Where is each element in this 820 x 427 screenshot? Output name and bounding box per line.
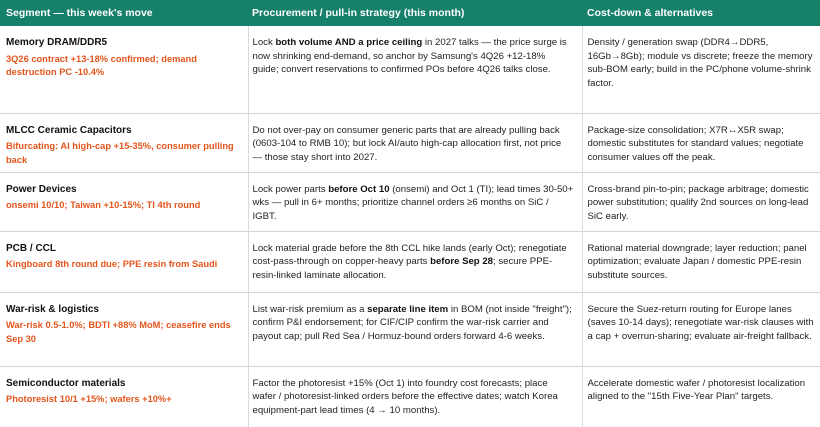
emphasis-text: before Oct 10 [328,183,390,195]
procurement-text: in 2027 talks — the price surge is now shrinking end-demand, so anchor by Samsung's 4Q26 +12-18% guide; convert reservations to confirmed POs before 4Q26 talks close. [252,37,567,75]
cost-cell: Package-size consolidation; X7R↔X5R swap; domestic substitutes for standard values; negotiate consumer values off the peak. [582,113,820,172]
segment-cell [0,366,248,427]
procurement-text: (onsemi) and Oct 1 (TI); lead times 30-50+ wks — pull in 6+ months; prioritize channel orders ≥6 months on SiC / IGBT. [252,183,574,222]
procurement-cell [248,366,582,427]
header-cost: Cost-down & alternatives [582,0,820,26]
table-row [0,172,820,231]
procurement-cell [248,292,582,366]
segment-name: Power Devices [6,183,77,195]
table-row [0,366,820,427]
procurement-text: Lock power parts [252,183,329,195]
segment-move: Photoresist 10/1 +15%; wafers +10%+ [6,394,172,404]
procurement-cell [248,26,582,113]
segment-cell [0,231,248,292]
segment-cell [0,172,248,231]
header-segment: Segment — this week's move [0,0,248,26]
procurement-text: ; secure PPE-resin-linked laminate allocation. [252,256,553,281]
segment-move: Bifurcating: AI high-cap +15-35%, consumer pulling back [6,141,234,165]
procurement-cell [248,113,582,172]
table-row [0,113,820,172]
segment-name: PCB / CCL [6,242,56,254]
procurement-text: Factor the photoresist +15% (Oct 1) into foundry cost forecasts; place wafer / photoresist-linked orders before the effective dates; watch Korea equipment-part lead times (4 → 10 months). [252,377,558,416]
segment-move: Kingboard 8th round due; PPE resin from Saudi [6,259,218,269]
segment-name: Semiconductor materials [6,377,126,389]
cost-cell: Secure the Suez-return routing for Europe lanes (saves 10-14 days); renegotiate war-risk clauses with a cap + overrun-sharing; evaluate air-freight fallback. [582,292,820,366]
emphasis-text: separate line item [367,303,449,315]
segment-cell [0,26,248,113]
table-row [0,231,820,292]
segment-move: 3Q26 contract +13-18% confirmed; demand destruction PC -10.4% [6,53,197,77]
segment-name: Memory DRAM/DDR5 [6,37,108,48]
segment-name: MLCC Ceramic Capacitors [6,124,132,136]
header-procurement: Procurement / pull-in strategy (this month) [248,0,582,26]
procurement-text: Lock [252,37,276,48]
procurement-text: Lock material grade before the 8th CCL hike lands (early Oct); renegotiate cost-pass-through on copper-heavy parts [252,242,567,267]
segment-move: onsemi 10/10; Taiwan +10-15%; TI 4th round [6,200,201,210]
segment-move: War-risk 0.5-1.0%; BDTI +88% MoM; ceasefire ends Sep 30 [6,320,231,344]
table-header-row [0,0,820,26]
cost-cell: Density / generation swap (DDR4→DDR5, 16Gb→8Gb); module vs discrete; freeze the memory sub-BOM early; build in the PC/phone volume-shrink factor. [582,26,820,113]
segment-cell [0,292,248,366]
emphasis-text: before Sep 28 [430,256,493,267]
cost-cell: Cross-brand pin-to-pin; package arbitrage; domestic power substitution; qualify 2nd sources on long-lead SiC early. [582,172,820,231]
procurement-cell [248,172,582,231]
emphasis-text: both volume AND a price ceiling [275,37,423,48]
segment-cell [0,113,248,172]
segment-name: War-risk & logistics [6,303,99,315]
table-row [0,26,820,113]
procurement-cell [248,231,582,292]
procurement-text: List war-risk premium as a [252,303,368,315]
cost-cell: Accelerate domestic wafer / photoresist localization aligned to the "15th Five-Year Plan" targets. [582,366,820,427]
procurement-text: Do not over-pay on consumer generic parts that are already pulling back (0603-104 to RMB 10); but lock AI/auto high-cap allocation first, not price — those stay short into 2027. [252,124,562,163]
cost-cell: Rational material downgrade; layer reduction; panel optimization; evaluate Japan / domestic PPE-resin substitute sources. [582,231,820,292]
table-row [0,292,820,366]
procurement-text: in BOM (not inside "freight"); confirm P&I endorsement; for CIF/CIP confirm the war-risk carrier and payout cap; pull Red Sea / Hormuz-bound orders forward 4-6 weeks. [252,303,572,342]
